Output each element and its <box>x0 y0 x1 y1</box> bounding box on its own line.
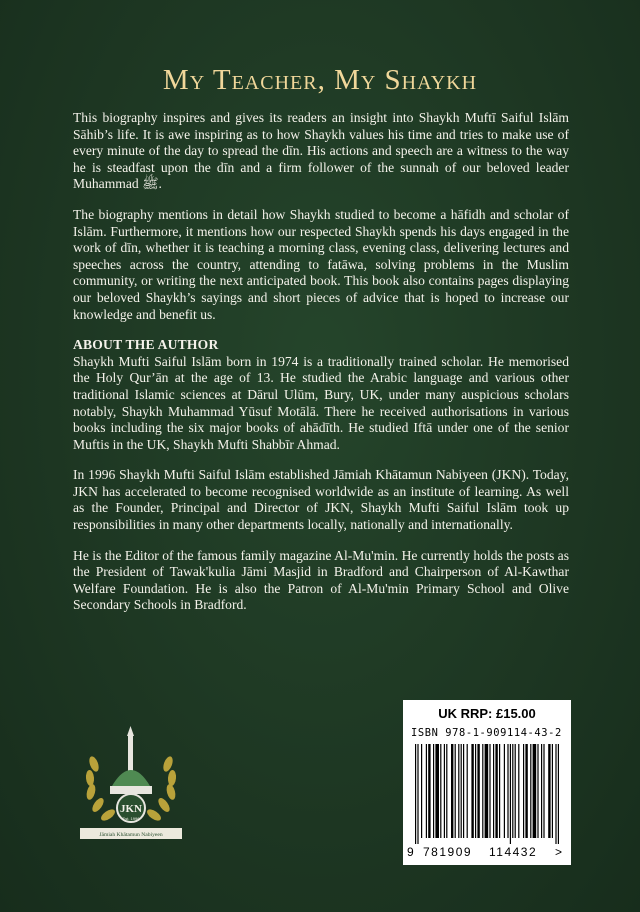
barcode-bar <box>455 744 456 838</box>
barcode-bar <box>541 744 542 838</box>
mosque-icon <box>110 726 152 794</box>
barcode-bar <box>482 744 483 838</box>
barcode-bar <box>451 744 453 838</box>
logo-est: Est. 1996 <box>122 816 140 821</box>
barcode-left-digits: 781909 <box>423 845 473 859</box>
barcode-bar <box>537 744 538 838</box>
barcode-bar <box>440 744 441 838</box>
barcode-bar <box>510 744 511 844</box>
barcode-bar <box>499 744 500 838</box>
barcode-bar <box>426 744 427 838</box>
price-label: UK RRP: £15.00 <box>438 706 536 721</box>
about-paragraph-3: He is the Editor of the famous family magazine Al-Mu'min. He currently holds the posts as the President of Tawak'kulia Jāmi Masjid in Bradford and Chairperson of Al-Kawthar Welfare Foundation. He is also the Patron of Al-Mu'min Primary School and Olive Secondary Schools in Bradford. <box>73 547 569 613</box>
barcode-bar <box>458 744 459 838</box>
barcode-bar <box>504 744 505 838</box>
barcode-bar <box>428 744 430 838</box>
back-cover-text <box>73 110 569 628</box>
barcode-bar <box>525 744 527 838</box>
barcode-bar <box>507 744 508 838</box>
about-paragraph-1: Shaykh Mufti Saiful Islām born in 1974 is a traditionally trained scholar. He memorised the Holy Qur’ān at the age of 13. He studied the Arabic language and various other traditional Islamic sciences at Dārul Ulūm, Bury, UK, under many auspicious scholars notably, Shaykh Muhammad Yūsuf Motālā. There he received authorisations in various books including the six major books of ahādīth. He studied Iftā under one of the senior Muftis in the UK, Shaykh Mufti Shabbīr Ahmad. <box>73 353 569 452</box>
barcode-bar <box>555 744 556 844</box>
barcode-bar <box>512 744 513 838</box>
isbn-label: ISBN 978-1-909114-43-2 <box>411 727 562 739</box>
jkn-logo <box>76 724 186 844</box>
barcode-bar <box>446 744 447 838</box>
barcode-bar <box>415 744 416 844</box>
barcode-bar <box>558 744 559 844</box>
barcode-bar <box>489 744 490 838</box>
about-heading: ABOUT THE AUTHOR <box>73 337 219 353</box>
barcode-icon <box>413 744 561 844</box>
barcode-bar <box>417 744 418 844</box>
barcode-bar <box>515 744 516 838</box>
barcode-bar <box>493 744 494 838</box>
barcode-bar <box>471 744 473 838</box>
barcode-bar <box>552 744 553 838</box>
barcode-bar <box>435 744 439 838</box>
blurb-paragraph-2: The biography mentions in detail how Shaykh studied to become a hāfidh and scholar of Islām. Furthermore, it mentions how our respected Shaykh spends his days engaged in the work of dīn, whether it is teaching a morning class, evening class, delivering lectures and speeches across the country, attending to fatāwa, solving problems in the Muslim community, or writing the next anticipated book. This book also contains pages displaying our beloved Shaykh’s sayings and short pieces of advice that is hoped to increase our knowledge and benefit us. <box>73 206 569 322</box>
barcode-bar <box>444 744 445 838</box>
barcode-bar <box>543 744 544 838</box>
barcode-arrow: > <box>555 845 563 859</box>
blurb-paragraph-1: This biography inspires and gives its readers an insight into Shaykh Muftī Saiful Islām Sāhib’s life. It is awe inspiring as to how Shaykh values his time and tries to make use of every minute of the day to spread the dīn. His actions and speech are a witness to the way he is steadfast upon the dīn and a firm follower of the sunnah of our beloved leader Muhammad ﷺ. <box>73 110 569 192</box>
barcode-bar <box>475 744 476 838</box>
barcode-bar <box>477 744 479 838</box>
book-title: My Teacher, My Shaykh <box>162 64 478 96</box>
barcode-bar <box>461 744 462 838</box>
barcode-bar <box>548 744 550 838</box>
about-paragraph-2: In 1996 Shaykh Mufti Saiful Islām established Jāmiah Khātamun Nabiyeen (JKN). Today, JKN has accelerated to become recognised worldwide as an institute of learning. As well as the Founder, Principal and Director of JKN, Shaykh Mufti Saiful Islām took up responsibilities in many other departments locally, nationally and internationally. <box>73 467 569 533</box>
barcode-bar <box>463 744 464 838</box>
barcode-bar <box>467 744 468 838</box>
barcode-bar <box>433 744 434 838</box>
about-section <box>73 337 569 614</box>
logo-text: JKN <box>120 803 142 815</box>
barcode-bar <box>530 744 531 838</box>
barcode-first-digit: 9 <box>407 845 414 859</box>
barcode-bar <box>523 744 524 838</box>
barcode-bar <box>421 744 422 838</box>
barcode-right-digits: 114432 <box>489 845 538 859</box>
barcode-panel <box>403 700 571 865</box>
barcode-bar <box>485 744 489 838</box>
logo-banner-text: Jāmiah Khātamun Nabiyeen <box>99 832 163 838</box>
barcode-bar <box>518 744 519 838</box>
barcode-bar <box>533 744 537 838</box>
barcode-bar <box>495 744 497 838</box>
